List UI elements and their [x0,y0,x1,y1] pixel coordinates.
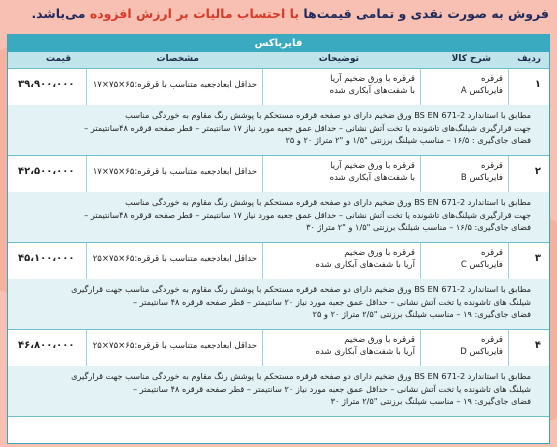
row-summary [8,156,549,192]
column-divider [262,69,263,105]
product-description [265,160,415,184]
column-divider [420,243,421,279]
product-details [8,366,549,416]
product-details-line: مطابق با استاندارد BS EN 671-2 ورق ضخیم دارای دو صفحه قرقره مستحکم با پوشش رنگ مقاوم به خوردگی مناسب [125,197,531,207]
product-description-line: قرقره با ورق ضخیم آریا [330,161,415,171]
product-name [443,247,503,271]
table-header-row [8,52,549,69]
product-details-line: فضای جای‌گیری : ۱۶/۵ – مناسب شیلنگ برزنتی "۱/۵ و "۲ متراژ ۲۰ و ۲۵ [285,135,531,145]
column-divider [262,330,263,366]
headline-end: می‌باشد. [31,6,90,21]
product-description-line: قرقره با ورق ضخیم آریا [330,74,415,84]
product-details-line: جهت قرارگیری شیلنگ‌های تاشونده یا تخت آتش نشانی – حداقل عمق جعبه مورد نیاز ۱۷ سانتیمتر – قطر صفحه قرقره ۴۸سانتیمتر – [84,122,531,133]
table-row [8,156,549,243]
table-row [8,330,549,417]
header-description: توضیحات [318,54,359,64]
product-details-line: فضای جای‌گیری: ۱۹ – مناسب شیلنگ برزنتی "۲/۵ متراژ ۲۰ و ۲۵ [312,309,531,319]
row-index: ۴ [534,340,541,351]
column-divider [508,156,509,192]
product-description-line: با شفت‌های آبکاری شده [329,86,415,96]
row-index: ۳ [534,253,541,264]
product-specs: حداقل ابعادجعبه متناسب با قرقره:۶۵×۷۵×۲۵ [92,254,257,264]
row-summary [8,69,549,105]
product-details-line: شیلنگ های تاشونده یا تخت آتش نشانی – حداقل عمق جعبه مورد نیاز ۲۰ سانتیمتر – قطر صفحه قرقره ۴۸ سانتیمتر – [132,383,531,394]
product-name [443,160,503,184]
column-divider [508,243,509,279]
product-description-line: آریا با شفت‌های آبکاری شده [315,347,415,357]
column-divider [508,330,509,366]
product-specs: حداقل ابعادجعبه متناسب با قرقره:۶۵×۷۵×۲۵ [92,341,257,351]
product-name-line: فایرباکس B [460,173,503,183]
product-details-line: فضای جای‌گیری: ۱۹ – مناسب شیلنگ برزنتی "۲/۵ متراژ ۳۰ [330,396,531,406]
row-summary [8,330,549,366]
product-description-line: آریا با شفت‌های آبکاری شده [315,260,415,270]
table-row [8,69,549,156]
product-description-line: قرقره با ورق ضخیم [344,248,415,258]
product-name-line: قرقره [481,74,503,84]
product-details-line: فضای جای‌گیری: ۱۶/۵ – مناسب شیلنگ برزنتی "۱/۵ و "۲ متراژ ۳۰ [306,222,531,232]
column-divider [262,156,263,192]
product-details-line: جهت قرارگیری شیلنگ‌های تاشونده یا تخت آتش نشانی – حداقل عمق جعبه مورد نیاز ۱۷ سانتیمتر – قطر صفحه قرقره ۴۸سانتیمتر – [84,209,531,220]
row-index: ۱ [534,79,541,90]
product-price: ۴۲،۵۰۰،۰۰۰ [18,166,75,177]
row-summary [8,243,549,279]
product-name-line: قرقره [481,161,503,171]
column-divider [420,330,421,366]
table-title: فایرباکس [8,35,549,52]
product-details-line: مطابق با استاندارد BS EN 671-2 ورق ضخیم دارای دو صفحه قرقره مستحکم با پوشش رنگ مقاوم به خوردگی مناسب جهت قرارگیری [71,284,531,294]
column-divider [262,243,263,279]
product-details-line: مطابق با استاندارد BS EN 671-2 ورق ضخیم دارای دو صفحه قرقره مستحکم با پوشش رنگ مقاوم به خوردگی مناسب جهت قرارگیری [71,371,531,381]
product-price: ۴۶،۸۰۰،۰۰۰ [18,340,75,351]
product-description-line: با شفت‌های آبکاری شده [329,173,415,183]
column-divider [420,156,421,192]
product-price: ۴۵،۱۰۰،۰۰۰ [18,253,75,264]
product-details [8,279,549,329]
header-index: ردیف [517,54,541,64]
product-name-line: قرقره [481,248,503,258]
product-name-line: قرقره [481,335,503,345]
product-details [8,192,549,242]
header-specs: مشخصات [156,54,199,64]
column-divider [508,69,509,105]
column-divider [420,69,421,105]
table-body [8,69,549,417]
headline-highlight: با احتساب مالیات بر ارزش افزوده [89,6,300,21]
product-details [8,105,549,155]
product-details-line: شیلنگ های تاشونده یا تخت آتش نشانی – حداقل عمق جعبه مورد نیاز ۲۰ سانتیمتر – قطر صفحه قرقره ۴۸ سانتیمتر – [132,296,531,307]
product-description [265,247,415,271]
product-name-line: فایرباکس D [460,347,503,357]
product-name-line: فایرباکس A [460,86,503,96]
product-description [265,73,415,97]
product-name [443,334,503,358]
row-index: ۲ [534,166,541,177]
header-price: قیمت [46,54,72,64]
product-name-line: فایرباکس C [460,260,503,270]
table-row [8,243,549,330]
header-name: شرح کالا [451,54,491,64]
headline [8,6,549,21]
product-price: ۳۹،۹۰۰،۰۰۰ [18,79,75,90]
product-description-line: قرقره با ورق ضخیم [344,335,415,345]
product-specs: حداقل ابعادجعبه متناسب با قرقره:۶۵×۷۵×۱۷ [92,80,257,90]
headline-text: فروش به صورت نقدی و تمامی قیمت‌ها [299,6,549,21]
product-description [265,334,415,358]
price-table [7,34,550,444]
product-details-line: مطابق با استاندارد BS EN 671-2 ورق ضخیم دارای دو صفحه قرقره مستحکم با پوشش رنگ مقاوم به خوردگی مناسب [125,110,531,120]
product-specs: حداقل ابعادجعبه متناسب با قرقره:۶۵×۷۵×۱۷ [92,167,257,177]
product-name [443,73,503,97]
